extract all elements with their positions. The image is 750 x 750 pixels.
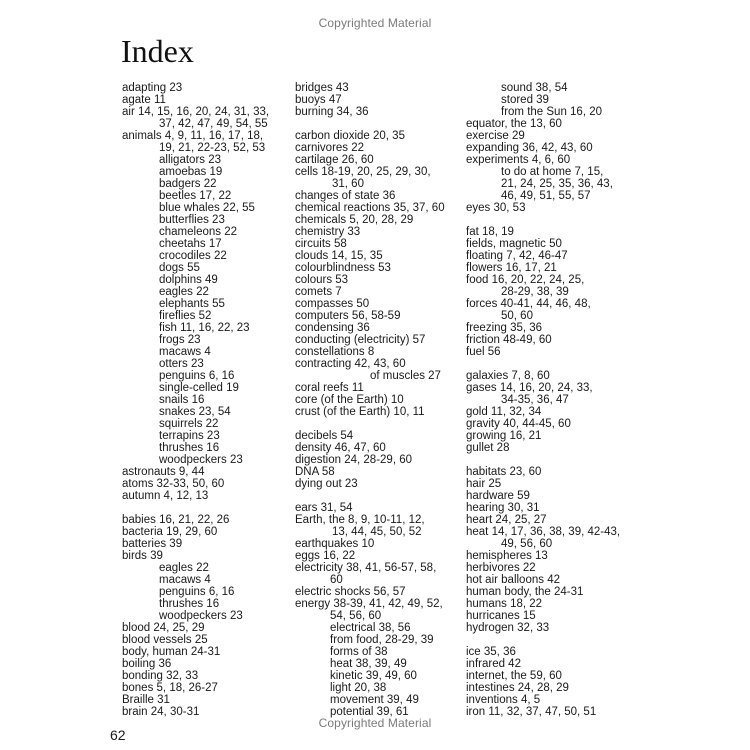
index-subentry: frogs 23 [159, 334, 201, 346]
index-entry: cells 18-19, 20, 25, 29, 30, [295, 166, 431, 178]
index-subentry: elephants 55 [159, 298, 225, 310]
index-subentry: fish 11, 16, 22, 23 [159, 322, 250, 334]
index-entry: colours 53 [295, 274, 349, 286]
index-subentry: woodpeckers 23 [159, 610, 243, 622]
index-entry: atoms 32-33, 50, 60 [122, 478, 225, 490]
index-subentry: forms of 38 [330, 646, 388, 658]
index-entry: growing 16, 21 [466, 430, 542, 442]
index-entry: human body, the 24-31 [466, 586, 584, 598]
index-subentry: sound 38, 54 [501, 82, 568, 94]
index-subentry: blue whales 22, 55 [159, 202, 255, 214]
index-entry: gold 11, 32, 34 [466, 406, 542, 418]
index-column-2 [295, 82, 465, 718]
index-entry: herbivores 22 [466, 562, 536, 574]
index-subentry: to do at home 7, 15, [501, 166, 604, 178]
index-gap [466, 634, 636, 646]
index-column-3 [466, 82, 636, 718]
index-subentry: 50, 60 [501, 310, 533, 322]
index-subentry: beetles 17, 22 [159, 190, 232, 202]
index-entry: infrared 42 [466, 658, 521, 670]
index-subentry: 31, 60 [332, 178, 364, 190]
index-entry: decibels 54 [295, 430, 354, 442]
index-subentry: potential 39, 61 [330, 706, 409, 718]
index-subentry: butterflies 23 [159, 214, 225, 226]
index-entry: iron 11, 32, 37, 47, 50, 51 [466, 706, 597, 718]
index-subentry: stored 39 [501, 94, 549, 106]
index-entry: comets 7 [295, 286, 342, 298]
index-entry: constellations 8 [295, 346, 375, 358]
index-subentry: dogs 55 [159, 262, 200, 274]
index-entry: fat 18, 19 [466, 226, 514, 238]
index-entry: bones 5, 18, 26-27 [122, 682, 218, 694]
watermark-top: Copyrighted Material [318, 16, 432, 30]
index-entry: clouds 14, 15, 35 [295, 250, 383, 262]
index-entry: body, human 24-31 [122, 646, 221, 658]
index-subentry: single-celled 19 [159, 382, 239, 394]
index-entry: inventions 4, 5 [466, 694, 541, 706]
index-entry: changes of state 36 [295, 190, 396, 202]
index-entry: electric shocks 56, 57 [295, 586, 406, 598]
index-entry: autumn 4, 12, 13 [122, 490, 209, 502]
index-entry: burning 34, 36 [295, 106, 369, 118]
index-subentry: movement 39, 49 [330, 694, 419, 706]
index-entry: experiments 4, 6, 60 [466, 154, 571, 166]
index-entry: digestion 24, 28-29, 60 [295, 454, 413, 466]
index-entry: hot air balloons 42 [466, 574, 560, 586]
index-subentry: electrical 38, 56 [330, 622, 411, 634]
index-entry: flowers 16, 17, 21 [466, 262, 557, 274]
index-subentry: otters 23 [159, 358, 204, 370]
index-entry: circuits 58 [295, 238, 347, 250]
index-gap [295, 418, 465, 430]
index-entry: density 46, 47, 60 [295, 442, 386, 454]
index-entry: chemical reactions 35, 37, 60 [295, 202, 445, 214]
index-subentry: from food, 28-29, 39 [330, 634, 434, 646]
index-subentry: chameleons 22 [159, 226, 237, 238]
index-entry: hemispheres 13 [466, 550, 548, 562]
index-entry: chemicals 5, 20, 28, 29 [295, 214, 414, 226]
index-subentry: of muscles 27 [370, 370, 441, 382]
index-entry: blood 24, 25, 29 [122, 622, 205, 634]
index-subentry: terrapins 23 [159, 430, 220, 442]
index-subentry: macaws 4 [159, 346, 211, 358]
index-subentry: 13, 44, 45, 50, 52 [332, 526, 422, 538]
index-entry: carbon dioxide 20, 35 [295, 130, 405, 142]
index-entry: conducting (electricity) 57 [295, 334, 426, 346]
index-entry: Braille 31 [122, 694, 170, 706]
index-entry: internet, the 59, 60 [466, 670, 562, 682]
index-subentry: thrushes 16 [159, 442, 220, 454]
index-column-1 [122, 82, 292, 718]
index-entry: air 14, 15, 16, 20, 24, 31, 33, [122, 106, 270, 118]
page-title: Index [121, 33, 194, 69]
index-subentry: 37, 42, 47, 49, 54, 55 [159, 118, 268, 130]
index-subentry: from the Sun 16, 20 [501, 106, 603, 118]
index-entry: Earth, the 8, 9, 10-11, 12, [295, 514, 425, 526]
index-entry: adapting 23 [122, 82, 183, 94]
index-subentry: squirrels 22 [159, 418, 219, 430]
index-entry: eggs 16, 22 [295, 550, 356, 562]
index-subentry: amoebas 19 [159, 166, 223, 178]
index-entry: DNA 58 [295, 466, 335, 478]
index-subentry: 60 [330, 574, 343, 586]
index-subentry: woodpeckers 23 [159, 454, 243, 466]
index-subentry: 49, 56, 60 [501, 538, 553, 550]
page-number: 62 [110, 727, 126, 743]
index-entry: buoys 47 [295, 94, 342, 106]
index-gap [466, 454, 636, 466]
index-entry: habitats 23, 60 [466, 466, 542, 478]
index-entry: crust (of the Earth) 10, 11 [295, 406, 425, 418]
index-subentry: badgers 22 [159, 178, 217, 190]
index-entry: hydrogen 32, 33 [466, 622, 550, 634]
index-subentry: 46, 49, 51, 55, 57 [501, 190, 591, 202]
index-entry: floating 7, 42, 46-47 [466, 250, 568, 262]
index-entry: brain 24, 30-31 [122, 706, 200, 718]
index-entry: core (of the Earth) 10 [295, 394, 404, 406]
index-entry: freezing 35, 36 [466, 322, 543, 334]
index-entry: fuel 56 [466, 346, 501, 358]
index-entry: bridges 43 [295, 82, 349, 94]
index-entry: electricity 38, 41, 56-57, 58, [295, 562, 437, 574]
index-gap [122, 502, 292, 514]
index-subentry: snails 16 [159, 394, 205, 406]
index-subentry: kinetic 39, 49, 60 [330, 670, 417, 682]
index-entry: colourblindness 53 [295, 262, 391, 274]
index-subentry: macaws 4 [159, 574, 211, 586]
index-entry: expanding 36, 42, 43, 60 [466, 142, 593, 154]
index-subentry: crocodiles 22 [159, 250, 227, 262]
index-entry: carnivores 22 [295, 142, 365, 154]
index-subentry: eagles 22 [159, 562, 209, 574]
index-entry: intestines 24, 28, 29 [466, 682, 569, 694]
index-gap [466, 358, 636, 370]
index-entry: forces 40-41, 44, 46, 48, [466, 298, 591, 310]
index-entry: fields, magnetic 50 [466, 238, 562, 250]
index-subentry: alligators 23 [159, 154, 222, 166]
index-entry: cartilage 26, 60 [295, 154, 374, 166]
index-entry: equator, the 13, 60 [466, 118, 562, 130]
index-gap [295, 118, 465, 130]
index-entry: ice 35, 36 [466, 646, 516, 658]
index-entry: condensing 36 [295, 322, 370, 334]
index-subentry: snakes 23, 54 [159, 406, 231, 418]
index-entry: hearing 30, 31 [466, 502, 540, 514]
index-entry: exercise 29 [466, 130, 525, 142]
index-entry: heart 24, 25, 27 [466, 514, 547, 526]
index-subentry: heat 38, 39, 49 [330, 658, 407, 670]
index-gap [466, 214, 636, 226]
index-entry: earthquakes 10 [295, 538, 375, 550]
index-subentry: 54, 56, 60 [330, 610, 382, 622]
watermark-bottom: Copyrighted Material [318, 716, 432, 730]
index-entry: contracting 42, 43, 60 [295, 358, 406, 370]
index-entry: boiling 36 [122, 658, 172, 670]
index-entry: chemistry 33 [295, 226, 361, 238]
index-subentry: 19, 21, 22-23, 52, 53 [159, 142, 266, 154]
index-subentry: penguins 6, 16 [159, 586, 235, 598]
index-entry: coral reefs 11 [295, 382, 364, 394]
index-entry: friction 48-49, 60 [466, 334, 552, 346]
index-subentry: light 20, 38 [330, 682, 387, 694]
index-entry: energy 38-39, 41, 42, 49, 52, [295, 598, 443, 610]
index-entry: dying out 23 [295, 478, 358, 490]
index-entry: eyes 30, 53 [466, 202, 526, 214]
index-entry: birds 39 [122, 550, 163, 562]
index-entry: galaxies 7, 8, 60 [466, 370, 550, 382]
index-entry: computers 56, 58-59 [295, 310, 401, 322]
index-entry: agate 11 [122, 94, 166, 106]
index-entry: ears 31, 54 [295, 502, 353, 514]
index-entry: bacteria 19, 29, 60 [122, 526, 218, 538]
index-entry: hurricanes 15 [466, 610, 536, 622]
index-subentry: 34-35, 36, 47 [501, 394, 569, 406]
index-subentry: eagles 22 [159, 286, 209, 298]
index-gap [295, 490, 465, 502]
index-entry: babies 16, 21, 22, 26 [122, 514, 230, 526]
index-entry: blood vessels 25 [122, 634, 208, 646]
index-subentry: 28-29, 38, 39 [501, 286, 569, 298]
index-entry: hair 25 [466, 478, 502, 490]
index-entry: hardware 59 [466, 490, 530, 502]
index-entry: food 16, 20, 22, 24, 25, [466, 274, 585, 286]
index-entry: gravity 40, 44-45, 60 [466, 418, 571, 430]
index-subentry: penguins 6, 16 [159, 370, 235, 382]
index-subentry: cheetahs 17 [159, 238, 222, 250]
index-entry: gullet 28 [466, 442, 510, 454]
index-subentry: 21, 24, 25, 35, 36, 43, [501, 178, 613, 190]
index-subentry: dolphins 49 [159, 274, 218, 286]
index-entry: astronauts 9, 44 [122, 466, 205, 478]
index-entry: bonding 32, 33 [122, 670, 199, 682]
index-entry: batteries 39 [122, 538, 183, 550]
index-subentry: fireflies 52 [159, 310, 212, 322]
index-entry: compasses 50 [295, 298, 370, 310]
index-entry: heat 14, 17, 36, 38, 39, 42-43, [466, 526, 621, 538]
index-entry: animals 4, 9, 11, 16, 17, 18, [122, 130, 264, 142]
index-entry: humans 18, 22 [466, 598, 543, 610]
index-subentry: thrushes 16 [159, 598, 220, 610]
index-entry: gases 14, 16, 20, 24, 33, [466, 382, 593, 394]
